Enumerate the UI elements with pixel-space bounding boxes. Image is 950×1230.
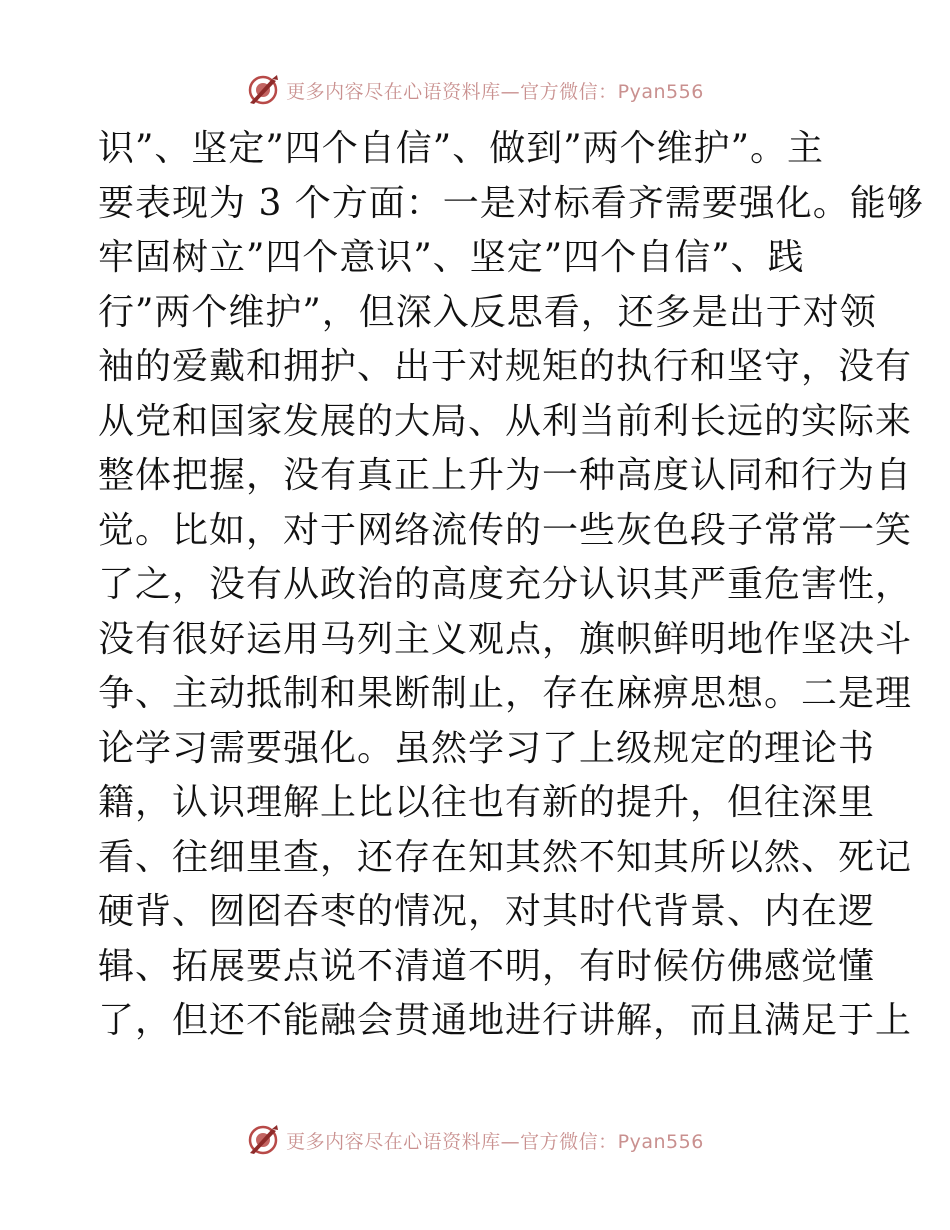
- text-line: 行”两个维护”，但深入反思看，还多是出于对领: [98, 291, 877, 333]
- footer-watermark: [0, 1120, 950, 1160]
- text-line: 看、往细里查，还存在知其然不知其所以然、死记: [98, 836, 913, 878]
- text-line: 袖的爱戴和拥护、出于对规矩的执行和坚守，没有: [98, 346, 913, 387]
- text-line: 从党和国家发展的大局、从利当前利长远的实际来: [98, 400, 913, 442]
- text-line: 没有很好运用马列主义观点，旗帜鲜明地作坚决斗: [98, 618, 913, 660]
- text-line: 硬背、囫囵吞枣的情况，对其时代背景、内在逻: [98, 891, 876, 932]
- text-line: 论学习需要强化。虽然学习了上级规定的理论书: [98, 727, 876, 769]
- quill-pen-seal-icon: [246, 1123, 280, 1157]
- text-line: 牢固树立”四个意识”、坚定”四个自信”、践: [98, 237, 805, 278]
- quill-pen-seal-icon: [246, 73, 280, 107]
- document-body: [98, 122, 924, 1049]
- text-line: 识”、坚定”四个自信”、做到”两个维护”。主: [98, 128, 825, 169]
- text-line: 了之，没有从政治的高度充分认识其严重危害性，: [98, 564, 913, 605]
- text-line: 争、主动抵制和果断制止，存在麻痹思想。二是理: [98, 673, 913, 714]
- text-line: 籍，认识理解上比以往也有新的提升，但往深里: [98, 782, 876, 823]
- text-line: 要表现为 3 个方面：一是对标看齐需要强化。能够: [98, 182, 924, 224]
- header-watermark: [0, 70, 950, 110]
- watermark-text: 更多内容尽在心语资料库—官方微信：Pyan556: [286, 80, 704, 103]
- watermark-text: 更多内容尽在心语资料库—官方微信：Pyan556: [286, 1130, 704, 1153]
- text-line: 了，但还不能融会贯通地进行讲解，而且满足于上: [98, 1000, 913, 1041]
- text-line: 辑、拓展要点说不清道不明，有时候仿佛感觉懂: [98, 945, 876, 987]
- text-line: 觉。比如，对于网络流传的一些灰色段子常常一笑: [98, 509, 913, 551]
- text-line: 整体把握，没有真正上升为一种高度认同和行为自: [98, 455, 913, 496]
